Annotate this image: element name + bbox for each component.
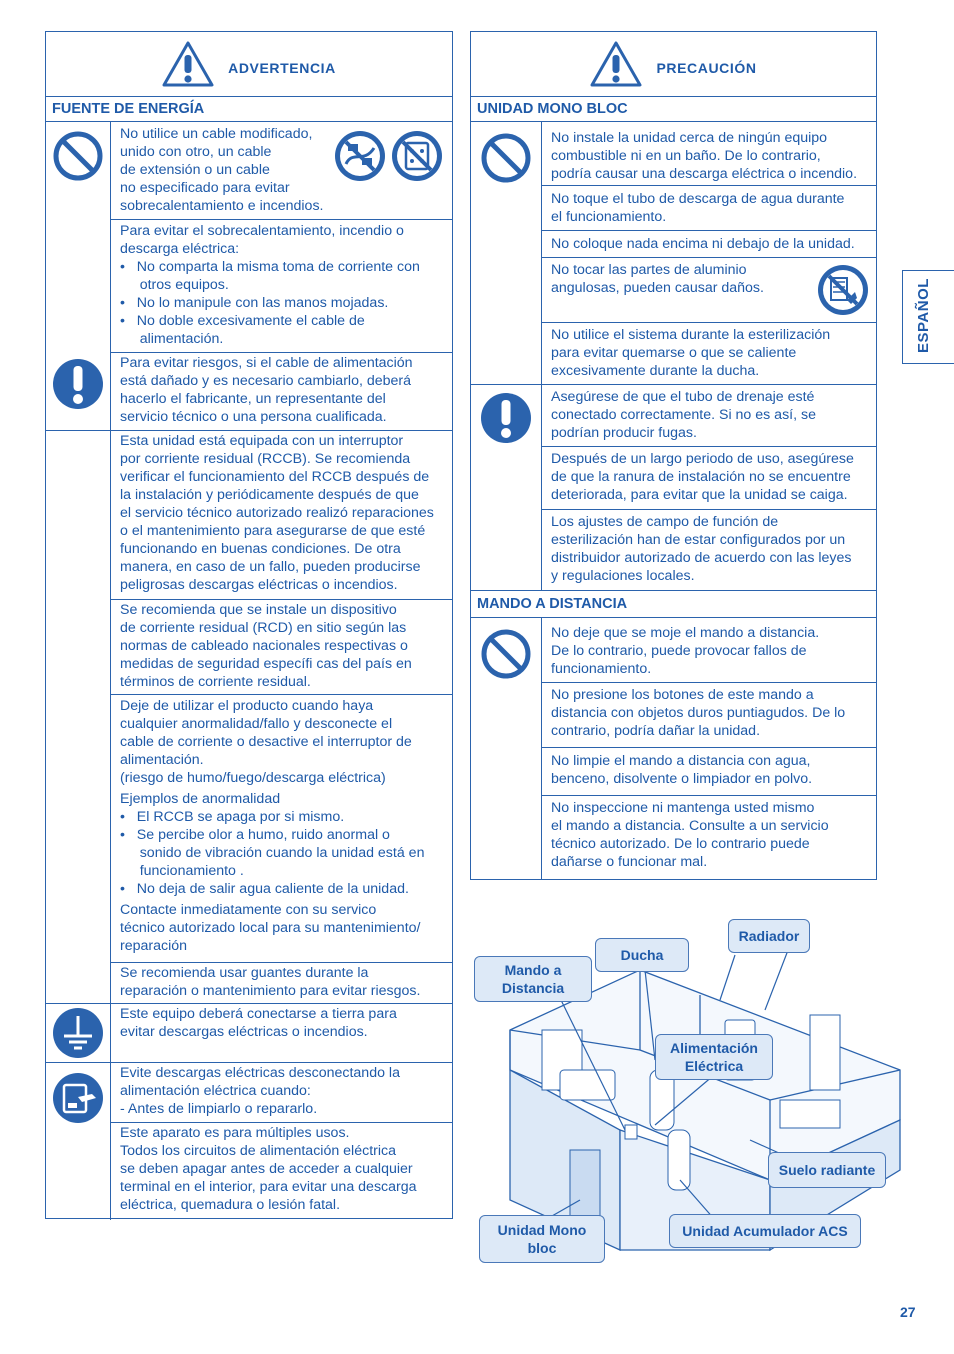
warning-gloves-text: Se recomienda usar guantes durante la reparación o mantenimiento para evitar riesgos. [120, 965, 421, 999]
prohibition-icon [52, 130, 104, 182]
label-unidad-mono-bloc: Unidad Mono bloc [479, 1215, 605, 1263]
warning-rccb-text: Esta unidad está equipada con un interruptor por corriente residual (RCCB). Se recomienda verificar el funcionamiento del RCCB después de la instalación y periódicamente después de que el servicio técnico autorizado realizó reparaciones o el mantenimiento para asegurarse de que esté funcionando en buenas condiciones. De otra manera, en caso de un fallo, pueden producirse peligrosas descargas eléctricas o incendios. [120, 433, 434, 593]
no-touch-aluminium-icon [817, 264, 869, 316]
prohibition-icon [480, 132, 532, 184]
label-ducha: Ducha [595, 938, 689, 972]
unplug-icon [52, 1072, 104, 1124]
caution-field-settings-text: Los ajustes de campo de función de esterilización han de estar configurados por un distribuidor autorizado de acuerdo con las leyes y regulaciones locales. [551, 514, 852, 584]
warning-abnormality-text: Deje de utilizar el producto cuando haya cualquier anormalidad/fallo y desconecte el cable de corriente o desactive el interruptor de alimentación. (riesgo de humo/fuego/descarga eléctrica) Ejemplos de anormalidad • El RCCB se apaga por si mismo. • Se percibe olor a humo, ruido anormal o sonido de vibración cuando la unidad está en funcionamiento . • No deja de salir agua caliente de la unidad. Contacte inmediatamente con su servico técnico autorizado local para su mantenimiento/ reparación [120, 698, 425, 954]
caution-table [470, 31, 877, 880]
caution-combustible-text: No instale la unidad cerca de ningún equipo combustible ni en un baño. De lo contrario, podría causar una descarga eléctrica o incendio. [551, 130, 858, 182]
caution-remote-buttons-text: No presione los botones de este mando a distancia con objetos duros puntiagudos. De lo contrario, podría dañar la unidad. [551, 687, 846, 739]
warning-rcd-text: Se recomienda que se instale un dispositivo de corriente residual (RCD) en sitio según las normas de cableado nacionales respectivas o medidas de seguridad específi cas del país en términos de corriente residual. [120, 602, 412, 690]
caution-nothing-on-unit-text: No coloque nada encima ni debajo de la unidad. [551, 236, 855, 252]
caution-remote-inspect-text: No inspeccione ni mantenga usted mismo el mando a distancia. Consulte a un servicio técnico autorizado. De lo contrario puede dañarse o funcionar mal. [551, 800, 829, 870]
section-remote-control: MANDO A DISTANCIA [471, 590, 876, 618]
mandatory-action-icon [480, 392, 532, 444]
caution-remote-clean-text: No limpie el mando a distancia con agua, benceno, disolvente o limpiador en polvo. [551, 753, 813, 787]
label-unidad-acumulador: Unidad Acumulador ACS [669, 1214, 861, 1248]
label-radiador: Radiador [728, 919, 810, 953]
section-power-source: FUENTE DE ENERGÍA [46, 96, 452, 122]
warning-triangle-icon [162, 40, 214, 88]
caution-title: PRECAUCIÓN [656, 60, 757, 76]
warning-cable-text: No utilice un cable modificado, unido con otro, un cable de extensión o un cable no especificado para evitar sobrecalentamiento e incendios. [120, 126, 324, 214]
label-mando-distancia: Mando a Distancia [474, 956, 592, 1002]
no-shared-outlet-icon [391, 130, 443, 182]
warning-disconnect-text: Evite descargas eléctricas desconectando la alimentación eléctrica cuando: - Antes de limpiarlo o repararlo. [120, 1065, 400, 1117]
caution-sterilization-text: No utilice el sistema durante la esterilización para evitar quemarse o que se caliente excesivamente durante la ducha. [551, 327, 831, 379]
warning-overheat-text: Para evitar el sobrecalentamiento, incendio o descarga eléctrica: • No comparta la misma toma de corriente con otros equipos. • No lo manipule con las manos mojadas. • No doble excesivamente el cable de alimentación. [120, 223, 420, 347]
section-mono-bloc: UNIDAD MONO BLOC [471, 96, 876, 122]
warning-damaged-cable-text: Para evitar riesgos, si el cable de alimentación está dañado y es necesario cambiarlo, deberá hacerlo el fabricante, un representante del servicio técnico o una persona cualificada. [120, 355, 413, 425]
caution-installation-slot-text: Después de un largo periodo de uso, asegúrese de que la ranura de instalación no se encuentre deteriorada, para evitar que la unidad se caiga. [551, 451, 854, 503]
warning-title: ADVERTENCIA [228, 60, 336, 76]
warning-header [46, 32, 452, 97]
warning-ground-text: Este equipo deberá conectarse a tierra para evitar descargas eléctricas o incendios. [120, 1006, 397, 1040]
caution-remote-wet-text: No deje que se moje el mando a distancia. De lo contrario, puede provocar fallos de funcionamiento. [551, 625, 820, 677]
warning-multi-supply-text: Este aparato es para múltiples usos. Todos los circuitos de alimentación eléctrica se deben apagar antes de acceder a cualquier terminal en el interior, para evitar una descarga eléctrica, quemadura o lesión fatal. [120, 1125, 417, 1213]
label-suelo-radiante: Suelo radiante [768, 1152, 886, 1188]
caution-aluminium-text: No tocar las partes de aluminio angulosas, pueden causar daños. [551, 262, 764, 296]
mandatory-action-icon [52, 358, 104, 410]
caution-triangle-icon [590, 40, 642, 88]
caution-drain-pipe-text: No toque el tubo de descarga de agua durante el funcionamiento. [551, 191, 845, 225]
caution-drain-connected-text: Asegúrese de que el tubo de drenaje esté conectado correctamente. Si no es así, se podrían producir fugas. [551, 389, 816, 441]
language-tab: ESPAÑOL [902, 270, 954, 364]
warning-table [45, 31, 453, 1219]
page-number: 27 [900, 1304, 916, 1320]
prohibition-icon [480, 628, 532, 680]
caution-header [471, 32, 876, 97]
no-extension-cable-icon [334, 130, 386, 182]
label-alimentacion-electrica: Alimentación Eléctrica [655, 1034, 773, 1080]
ground-earth-icon [52, 1007, 104, 1059]
